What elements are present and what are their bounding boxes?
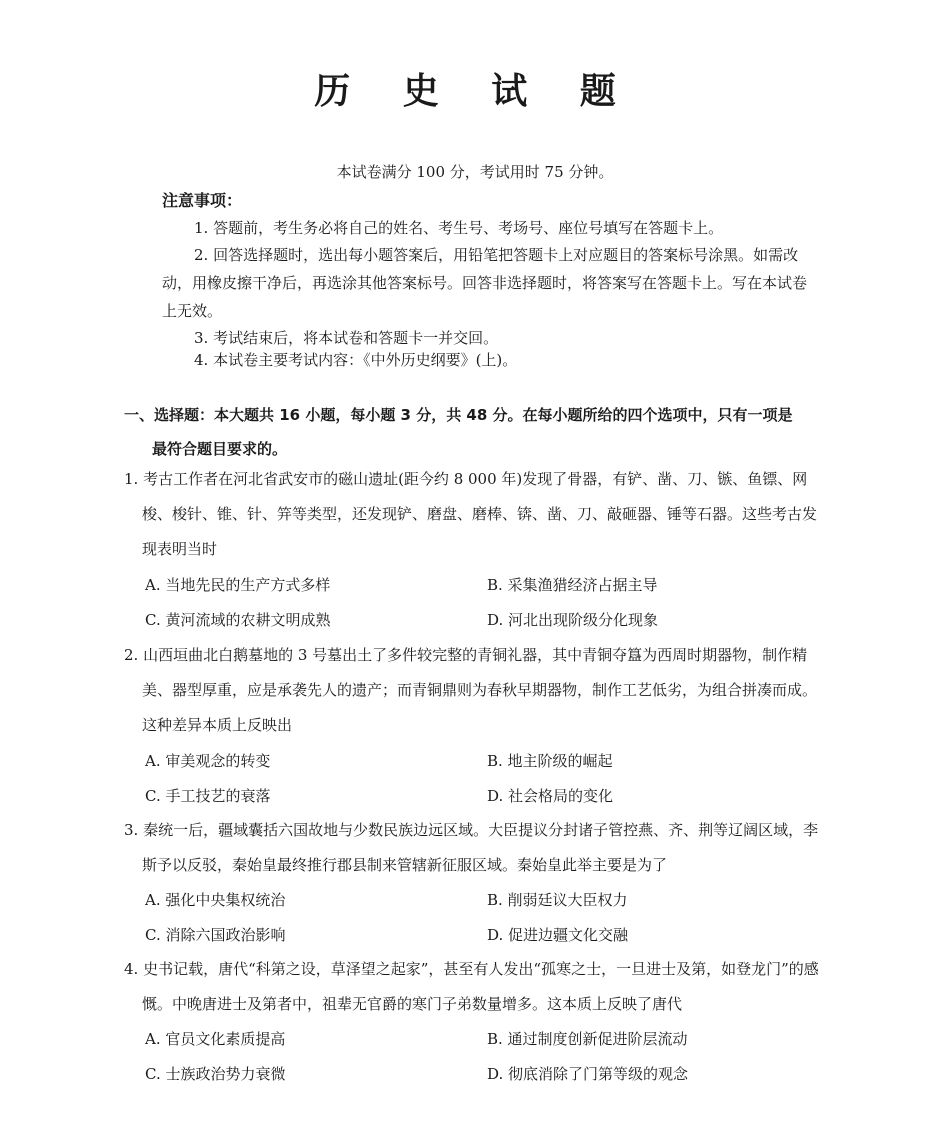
question-2 [124, 638, 830, 743]
section-heading [124, 398, 834, 466]
notes-heading: 注意事项： [162, 191, 243, 210]
option-row [145, 744, 835, 779]
option-a: A. 官员文化素质提高 [145, 1030, 286, 1048]
option-b: B. 通过制度创新促进阶层流动 [487, 1030, 688, 1048]
question-stem: 4. 史书记载，唐代“科第之设，草泽望之起家”，甚至有人发出“孤寒之士，一旦进士及第，如登龙门”的感慨。中晚唐进士及第者中，祖辈无官爵的寒门子弟数量增多。这本质上反映了唐代 [124, 960, 819, 1013]
option-b: B. 削弱廷议大臣权力 [487, 891, 628, 909]
note-item: 1. 答题前，考生务必将自己的姓名、考生号、考场号、座位号填写在答题卡上。 [194, 219, 724, 237]
option-row [145, 1057, 835, 1092]
question-4 [124, 952, 830, 1022]
option-row [145, 918, 835, 953]
question-3 [124, 813, 830, 883]
section-heading-line: 一、选择题：本大题共 16 小题，每小题 3 分，共 48 分。在每小题所给的四个选项中，只有一项是 [124, 406, 793, 424]
option-c: C. 消除六国政治影响 [145, 926, 286, 944]
note-item: 4. 本试卷主要考试内容：《中外历史纲要》(上)。 [194, 351, 518, 369]
option-b: B. 地主阶级的崛起 [487, 752, 613, 770]
question-stem: 3. 秦统一后，疆域囊括六国故地与少数民族边远区域。大臣提议分封诸子管控燕、齐、荆等辽阔区域，李斯予以反驳，秦始皇最终推行郡县制来管辖新征服区域。秦始皇此举主要是为了 [124, 821, 819, 874]
option-d: D. 社会格局的变化 [487, 787, 614, 805]
option-d: D. 河北出现阶级分化现象 [487, 611, 659, 629]
option-row [145, 568, 835, 603]
option-d: D. 彻底消除了门第等级的观念 [487, 1065, 689, 1083]
option-row [145, 779, 835, 814]
section-heading-line: 最符合题目要求的。 [152, 440, 288, 458]
page-title: 历 史 试 题 [314, 71, 636, 112]
question-stem: 2. 山西垣曲北白鹅墓地的 3 号墓出土了多件较完整的青铜礼器，其中青铜夺簋为西周时期器物，制作精美、器型厚重，应是承袭先人的遗产；而青铜鼎则为春秋早期器物，制作工艺低劣，为组合拼凑而成。这种差异本质上反映出 [124, 646, 818, 734]
question-stem: 1. 考古工作者在河北省武安市的磁山遗址(距今约 8 000 年)发现了骨器，有铲、凿、刀、镞、鱼镖、网梭、梭针、锥、针、笄等类型，还发现铲、磨盘、磨棒、锛、凿、刀、敲砸器、锤等石器。这些考古发现表明当时 [124, 470, 818, 558]
note-item: 3. 考试结束后，将本试卷和答题卡一并交回。 [194, 329, 499, 347]
option-c: C. 手工技艺的衰落 [145, 787, 271, 805]
option-a: A. 审美观念的转变 [145, 752, 271, 770]
option-row [145, 883, 835, 918]
question-1 [124, 462, 830, 567]
option-a: A. 当地先民的生产方式多样 [145, 576, 331, 594]
option-c: C. 士族政治势力衰微 [145, 1065, 286, 1083]
option-row [145, 603, 835, 638]
option-a: A. 强化中央集权统治 [145, 891, 286, 909]
option-d: D. 促进边疆文化交融 [487, 926, 629, 944]
note-item: 2. 回答选择题时，选出每小题答案后，用铅笔把答题卡上对应题目的答案标号涂黑。如需改动，用橡皮擦干净后，再选涂其他答案标号。回答非选择题时，将答案写在答题卡上。写在本试卷上无效。 [162, 246, 808, 320]
option-c: C. 黄河流域的农耕文明成熟 [145, 611, 331, 629]
option-b: B. 采集渔猎经济占据主导 [487, 576, 658, 594]
option-row [145, 1022, 835, 1057]
exam-info: 本试卷满分 100 分，考试用时 75 分钟。 [336, 163, 614, 181]
